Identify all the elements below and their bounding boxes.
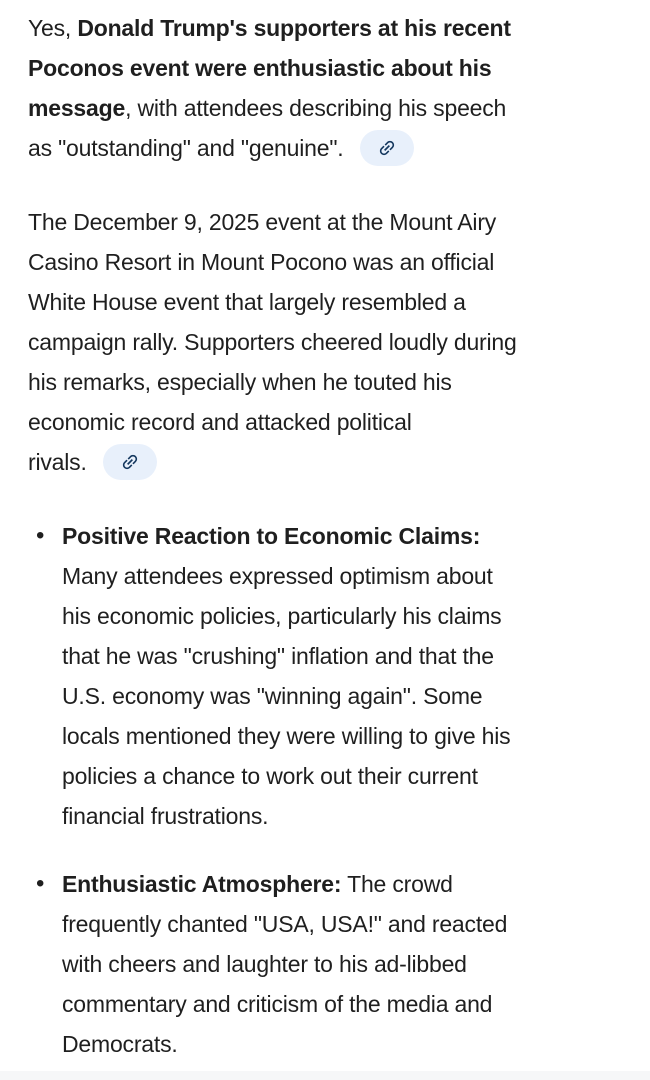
key-points-list [28, 516, 622, 1064]
next-section-edge [0, 1071, 650, 1080]
paragraph-event-details [28, 202, 622, 482]
citation-chip[interactable] [103, 444, 157, 480]
paragraph-event-details-text: The December 9, 2025 event at the Mount Airy Casino Resort in Mount Pocono was an official White House event that largely resembled a campaign rally. Supporters cheered loudly during his remarks, especially when he touted his economic record and attacked political rivals. [28, 209, 517, 475]
link-icon [377, 138, 397, 158]
citation-chip[interactable] [360, 130, 414, 166]
list-item-atmosphere [28, 864, 622, 1064]
link-icon [120, 452, 140, 472]
list-item-text: Enthusiastic Atmosphere: The crowd frequently chanted "USA, USA!" and reacted with cheers and laughter to his ad-libbed commentary and criticism of the media and Democrats. [62, 871, 508, 1057]
paragraph-summary-text: Yes, Donald Trump's supporters at his recent Poconos event were enthusiastic about his message, with attendees describing his speech as "outstanding" and "genuine". [28, 15, 511, 161]
list-item-text: Positive Reaction to Economic Claims: Many attendees expressed optimism about his economic policies, particularly his claims that he was "crushing" inflation and that the U.S. economy was "winning again". Some locals mentioned they were willing to give his policies a chance to work out their current financial frustrations. [62, 523, 511, 829]
list-item-economic-claims [28, 516, 622, 836]
paragraph-summary [28, 8, 622, 168]
